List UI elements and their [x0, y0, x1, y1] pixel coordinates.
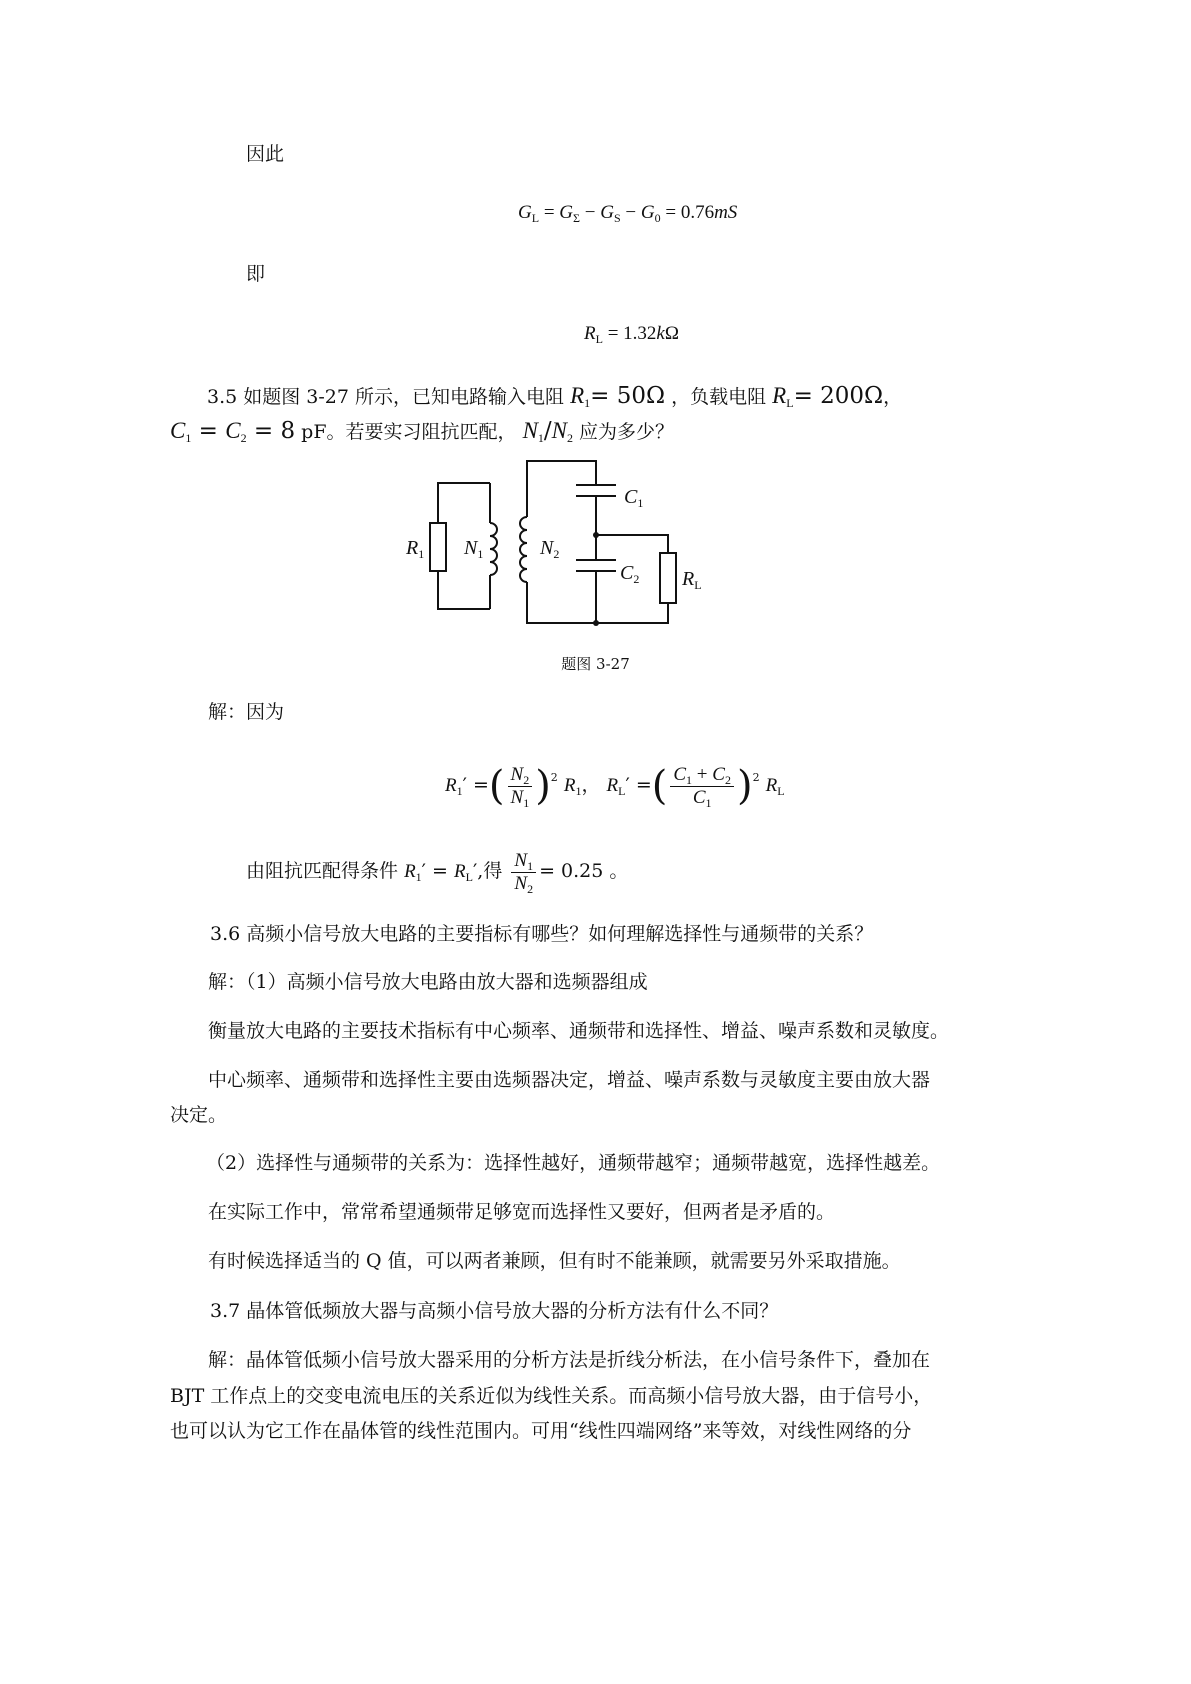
text-therefore: 因此 [246, 143, 285, 165]
question-3-5-line1: 3.5 如题图 3-27 所示，已知电路输入电阻 $R_1= 50\Omega$ ，负载电阻 $R_L= 200\Omega$， [207, 383, 903, 410]
equation-rl: $R_L = 1.32k\Omega$ [584, 323, 679, 346]
answer-3-6-line1: 解：（1）高频小信号放大电路由放大器和选频器组成 [208, 971, 648, 993]
equation-gl: $G_L = G_\Sigma - G_S - G_0 = 0.76mS$ [518, 202, 738, 225]
label-c2: $C_2$ [620, 562, 640, 586]
q35-prefix: 3.5 如题图 3-27 所示，已知电路输入电阻 [207, 386, 565, 408]
answer-3-6-line6: 有时候选择适当的 Q 值，可以两者兼顾，但有时不能兼顾，就需要另外采取措施。 [208, 1250, 901, 1272]
text-namely: 即 [246, 263, 266, 285]
circuit-diagram [390, 455, 730, 640]
answer-3-7-line2: BJT 工作点上的交变电流电压的关系近似为线性关系。而高频小信号放大器，由于信号小， [170, 1385, 933, 1407]
label-rl: $R_L$ [682, 568, 702, 592]
rl-value: = 200Ω [793, 383, 884, 409]
answer-3-6-line4: （2）选择性与通频带的关系为：选择性越好，通频带越窄；通频带越宽，选择性越差。 [206, 1152, 941, 1174]
label-n2: $N_2$ [540, 537, 560, 561]
figure-caption: 题图 3-27 [561, 655, 630, 673]
answer-3-6-line3: 中心频率、通频带和选择性主要由选频器决定，增益、噪声系数与灵敏度主要由放大器 [208, 1069, 931, 1091]
cond-prefix: 由阻抗匹配得条件 [246, 860, 399, 882]
label-r1: $R_1$ [406, 537, 425, 561]
cond-value: = 0.25 [539, 860, 604, 882]
solution-3-5-label: 解：因为 [208, 701, 285, 723]
equation-transform: $R_1'$ =( $\frac{N_2}{N_1}$ )$^2$ $R_1$， $R_L'$ =( $\frac{C_1 + C_2}{C_1}$ )$^2$ $R_L$ [445, 763, 785, 810]
label-n1: $N_1$ [464, 537, 484, 561]
answer-3-7-line1: 解：晶体管低频小信号放大器采用的分析方法是折线分析法，在小信号条件下，叠加在 [208, 1349, 931, 1371]
question-3-6: 3.6 高频小信号放大电路的主要指标有哪些？如何理解选择性与通频带的关系？ [210, 923, 874, 945]
q35-question: 应为多少？ [579, 421, 675, 443]
r1-value: = 50Ω [590, 383, 666, 409]
q35-mid: ，负载电阻 [671, 386, 767, 408]
question-3-5-line2: $C_1 = C_2 = 8$ pF。若要实习阻抗匹配， $N_1/N_2$ 应为多少？ [170, 418, 675, 445]
answer-3-6-line5: 在实际工作中，常常希望通频带足够宽而选择性又要好，但两者是矛盾的。 [208, 1201, 836, 1223]
matching-condition: 由阻抗匹配得条件 $R_1' = R_L'$,得 $\frac{N_1}{N_2}$ = 0.25 。 [246, 849, 629, 896]
answer-3-6-line2: 衡量放大电路的主要技术指标有中心频率、通频带和选择性、增益、噪声系数和灵敏度。 [208, 1020, 950, 1042]
label-c1: $C_1$ [624, 486, 644, 510]
question-3-7: 3.7 晶体管低频放大器与高频小信号放大器的分析方法有什么不同？ [210, 1300, 779, 1322]
answer-3-6-line3b: 决定。 [170, 1104, 228, 1126]
answer-3-7-line3: 也可以认为它工作在晶体管的线性范围内。可用“线性四端网络”来等效，对线性网络的分 [170, 1420, 912, 1442]
